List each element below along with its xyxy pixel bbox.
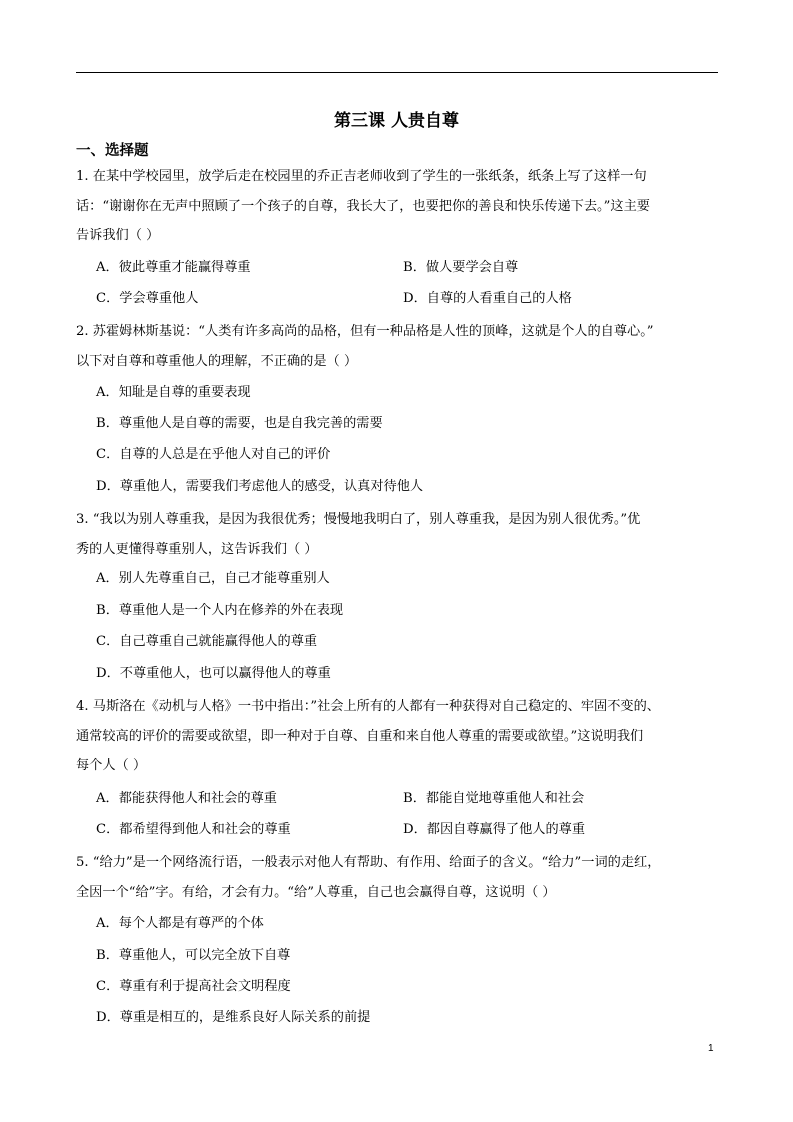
question-3-option-b[interactable]: B．尊重他人是一个人内在修养的外在表现	[96, 603, 344, 618]
question-1-option-a[interactable]: A．彼此尊重才能赢得尊重	[96, 260, 251, 275]
question-1-option-d[interactable]: D．自尊的人看重自己的人格	[403, 291, 572, 306]
question-1-option-c[interactable]: C．学会尊重他人	[96, 291, 199, 306]
question-text-line: 2. 苏霍姆林斯基说：“人类有许多高尚的品格，但有一种品格是人性的顶峰，这就是个人的自尊心。”	[76, 324, 654, 339]
question-5-option-d[interactable]: D．尊重是相互的，是维系良好人际关系的前提	[96, 1010, 371, 1025]
question-text-line: 秀的人更懂得尊重别人，这告诉我们（ ）	[76, 541, 318, 557]
question-2-option-c[interactable]: C．自尊的人总是在乎他人对自己的评价	[96, 447, 331, 462]
question-4-option-c[interactable]: C．都希望得到他人和社会的尊重	[96, 822, 291, 837]
question-text-line: 全因一个“给”字。有给，才会有力。“给”人尊重，自己也会赢得自尊，这说明（ ）	[76, 884, 556, 900]
page-title: 第三课 人贵自尊	[334, 111, 459, 131]
question-text-line: 1. 在某中学校园里，放学后走在校园里的乔正吉老师收到了学生的一张纸条，纸条上写了这样一句	[76, 169, 647, 184]
question-3-option-d[interactable]: D．不尊重他人，也可以赢得他人的尊重	[96, 666, 331, 681]
question-text-line: 以下对自尊和尊重他人的理解，不正确的是（ ）	[76, 353, 358, 369]
question-1-option-b[interactable]: B．做人要学会自尊	[403, 260, 519, 275]
section-heading: 一、选择题	[76, 143, 149, 159]
question-text-line: 5. “给力”是一个网络流行语，一般表示对他人有帮助、有作用、给面子的含义。“给力”一词的走红，	[76, 855, 661, 870]
header-rule	[76, 72, 718, 73]
question-4-option-b[interactable]: B．都能自觉地尊重他人和社会	[403, 791, 585, 806]
question-3-option-a[interactable]: A．别人先尊重自己，自己才能尊重别人	[96, 571, 330, 586]
question-2-option-b[interactable]: B．尊重他人是自尊的需要，也是自我完善的需要	[96, 416, 383, 431]
question-text-line: 告诉我们（ ）	[76, 228, 160, 243]
question-text-line: 每个人（ ）	[76, 758, 147, 773]
question-3	[76, 505, 724, 564]
question-1	[76, 162, 724, 251]
question-4-option-a[interactable]: A．都能获得他人和社会的尊重	[96, 791, 277, 806]
question-text-line: 话：“谢谢你在无声中照顾了一个孩子的自尊，我长大了，也要把你的善良和快乐传递下去。”这主要	[76, 198, 650, 214]
question-text-line: 通常较高的评价的需要或欲望，即一种对于自尊、自重和来自他人尊重的需要或欲望。”这说明我们	[76, 728, 644, 744]
question-2-option-d[interactable]: D．尊重他人，需要我们考虑他人的感受，认真对待他人	[96, 479, 424, 494]
question-2-option-a[interactable]: A．知耻是自尊的重要表现	[96, 385, 251, 400]
page-number: 1	[708, 1043, 714, 1054]
question-3-option-c[interactable]: C．自己尊重自己就能赢得他人的尊重	[96, 634, 318, 649]
question-2	[76, 317, 724, 376]
question-4	[76, 692, 724, 781]
question-5-option-b[interactable]: B．尊重他人，可以完全放下自尊	[96, 948, 291, 963]
question-4-option-d[interactable]: D．都因自尊赢得了他人的尊重	[403, 822, 586, 837]
question-5	[76, 848, 724, 907]
question-text-line: 3. “我以为别人尊重我，是因为我很优秀；慢慢地我明白了，别人尊重我，是因为别人很优秀。”优	[76, 512, 641, 527]
question-text-line: 4. 马斯洛在《动机与人格》一书中指出：”社会上所有的人都有一种获得对自己稳定的、牢固不变的、	[76, 699, 660, 714]
question-5-option-a[interactable]: A．每个人都是有尊严的个体	[96, 916, 264, 931]
question-5-option-c[interactable]: C．尊重有利于提高社会文明程度	[96, 979, 291, 994]
